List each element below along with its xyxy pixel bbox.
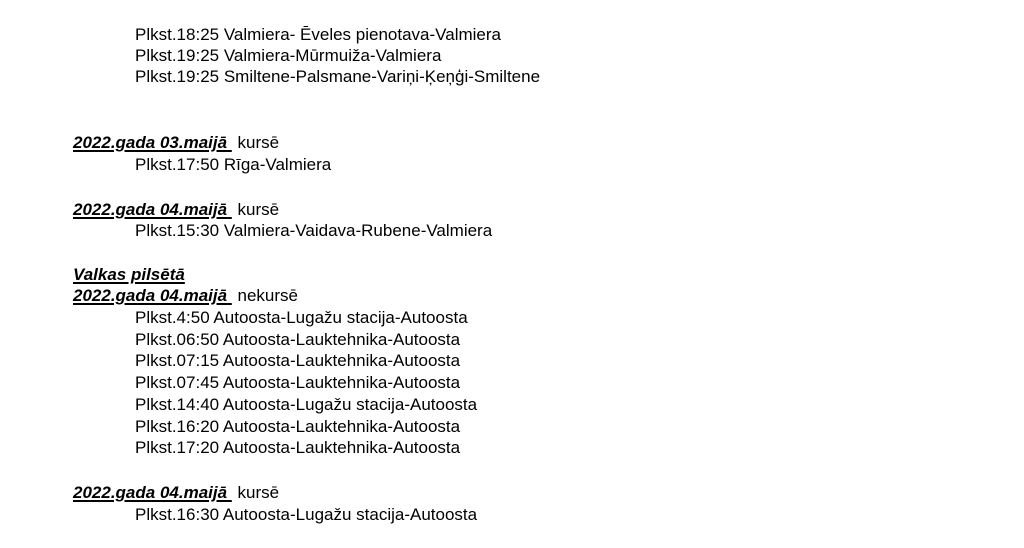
date-label: 2022.gada 03.maijā — [73, 133, 228, 152]
schedule-entry: Plkst.18:25 Valmiera- Ēveles pienotava-Valmiera — [135, 25, 501, 44]
schedule-entry: Plkst.17:50 Rīga-Valmiera — [135, 155, 332, 174]
date-heading — [73, 482, 279, 503]
date-heading — [73, 199, 279, 220]
date-label: 2022.gada 04.maijā — [73, 286, 228, 305]
status-label: kursē — [237, 133, 280, 152]
schedule-entry: Plkst.16:20 Autoosta-Lauktehnika-Autoosta — [135, 417, 461, 436]
date-heading — [73, 132, 279, 153]
city-heading — [73, 264, 185, 285]
schedule-entry: Plkst.19:25 Smiltene-Palsmane-Variņi-Ķeņģi-Smiltene — [135, 67, 541, 86]
schedule-entry: Plkst.17:20 Autoosta-Lauktehnika-Autoosta — [135, 438, 461, 457]
schedule-entry: Plkst.19:25 Valmiera-Mūrmuiža-Valmiera — [135, 46, 442, 65]
schedule-entry: Plkst.06:50 Autoosta-Lauktehnika-Autoosta — [135, 330, 461, 349]
schedule-entry: Plkst.4:50 Autoosta-Lugažu stacija-Autoosta — [135, 308, 468, 327]
city-label: Valkas pilsētā — [73, 265, 185, 284]
schedule-entry: Plkst.07:45 Autoosta-Lauktehnika-Autoosta — [135, 373, 461, 392]
schedule-entry: Plkst.07:15 Autoosta-Lauktehnika-Autoosta — [135, 351, 461, 370]
date-heading — [73, 285, 298, 306]
date-label: 2022.gada 04.maijā — [73, 200, 228, 219]
status-label: kursē — [237, 483, 280, 502]
schedule-entry: Plkst.14:40 Autoosta-Lugažu stacija-Autoosta — [135, 395, 478, 414]
date-label: 2022.gada 04.maijā — [73, 483, 228, 502]
status-label: nekursē — [237, 286, 298, 305]
schedule-entry: Plkst.15:30 Valmiera-Vaidava-Rubene-Valmiera — [135, 221, 493, 240]
status-label: kursē — [237, 200, 280, 219]
schedule-entry: Plkst.16:30 Autoosta-Lugažu stacija-Autoosta — [135, 505, 478, 524]
